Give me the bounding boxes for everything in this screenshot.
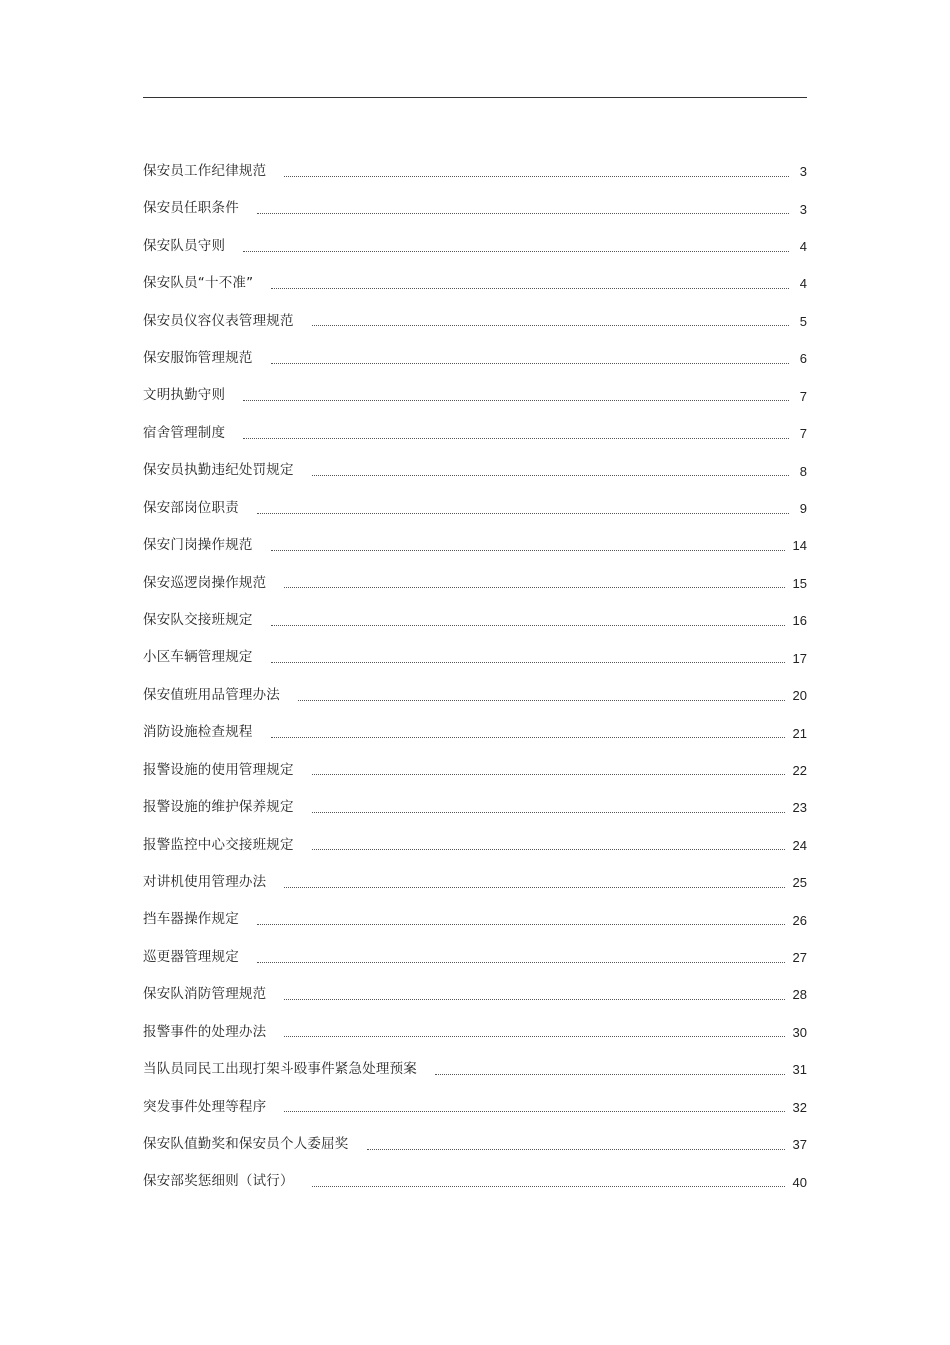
toc-entry-page-number: 27 <box>792 950 807 966</box>
toc-entry-page-number: 40 <box>792 1174 807 1190</box>
toc-entry-title: 保安部岗位职责 <box>143 499 239 516</box>
toc-dot-leader <box>243 250 789 252</box>
toc-entry[interactable] <box>143 1089 807 1126</box>
toc-entry[interactable] <box>143 602 807 639</box>
toc-entry-title: 保安队值勤奖和保安员个人委屈奖 <box>143 1135 349 1152</box>
toc-entry[interactable] <box>143 976 807 1013</box>
toc-dot-leader <box>284 1110 784 1112</box>
toc-entry[interactable] <box>143 827 807 864</box>
toc-entry-title: 消防设施检查规程 <box>143 724 253 741</box>
toc-entry-title: 保安值班用品管理办法 <box>143 686 280 703</box>
toc-entry-title: 保安队员“十不准” <box>143 275 254 292</box>
toc-dot-leader <box>243 399 789 401</box>
toc-entry-title: 报警设施的使用管理规定 <box>143 761 294 778</box>
toc-dot-leader <box>435 1073 785 1075</box>
toc-entry-page-number: 15 <box>792 575 807 591</box>
toc-dot-leader <box>312 1185 785 1187</box>
toc-entry-page-number: 4 <box>799 239 807 255</box>
toc-entry-page-number: 28 <box>792 987 807 1003</box>
toc-entry-title: 小区车辆管理规定 <box>143 649 253 666</box>
toc-entry-title: 保安门岗操作规范 <box>143 537 253 554</box>
toc-dot-leader <box>284 175 789 177</box>
header-rule <box>143 97 807 98</box>
toc-entry-title: 报警事件的处理办法 <box>143 1023 267 1040</box>
toc-dot-leader <box>271 736 785 738</box>
toc-entry-page-number: 20 <box>792 688 807 704</box>
toc-entry-title: 对讲机使用管理办法 <box>143 873 267 890</box>
table-of-contents <box>143 153 807 1201</box>
toc-entry-title: 保安员任职条件 <box>143 200 239 217</box>
toc-dot-leader <box>271 549 785 551</box>
toc-entry-page-number: 7 <box>799 388 807 404</box>
toc-entry-title: 宿舍管理制度 <box>143 424 226 441</box>
toc-entry[interactable] <box>143 303 807 340</box>
toc-entry[interactable] <box>143 1014 807 1051</box>
toc-dot-leader <box>367 1148 785 1150</box>
toc-entry-page-number: 3 <box>799 201 807 217</box>
toc-entry[interactable] <box>143 1051 807 1088</box>
toc-entry[interactable] <box>143 677 807 714</box>
toc-entry[interactable] <box>143 901 807 938</box>
toc-entry-page-number: 14 <box>792 538 807 554</box>
toc-entry[interactable] <box>143 153 807 190</box>
toc-dot-leader <box>284 586 784 588</box>
toc-entry-page-number: 26 <box>792 912 807 928</box>
toc-dot-leader <box>284 886 784 888</box>
toc-entry-page-number: 32 <box>792 1099 807 1115</box>
toc-entry-title: 挡车器操作规定 <box>143 911 239 928</box>
toc-entry[interactable] <box>143 452 807 489</box>
toc-dot-leader <box>271 661 785 663</box>
toc-dot-leader <box>243 437 789 439</box>
toc-dot-leader <box>312 773 785 775</box>
toc-entry-page-number: 3 <box>799 164 807 180</box>
toc-entry-page-number: 22 <box>792 762 807 778</box>
toc-entry-title: 巡更器管理规定 <box>143 948 239 965</box>
toc-entry-page-number: 30 <box>792 1024 807 1040</box>
toc-entry-page-number: 21 <box>792 725 807 741</box>
toc-entry[interactable] <box>143 714 807 751</box>
toc-entry[interactable] <box>143 565 807 602</box>
toc-entry-page-number: 37 <box>792 1137 807 1153</box>
toc-dot-leader <box>257 212 789 214</box>
toc-entry-title: 当队员同民工出现打架斗殴事件紧急处理预案 <box>143 1061 417 1078</box>
toc-entry-title: 报警监控中心交接班规定 <box>143 836 294 853</box>
toc-entry-title: 保安队员守则 <box>143 237 226 254</box>
toc-entry-title: 报警设施的维护保养规定 <box>143 799 294 816</box>
toc-entry-title: 保安员执勤违纪处罚规定 <box>143 462 294 479</box>
toc-entry[interactable] <box>143 378 807 415</box>
toc-entry[interactable] <box>143 190 807 227</box>
toc-entry[interactable] <box>143 939 807 976</box>
toc-dot-leader <box>257 923 785 925</box>
toc-entry-page-number: 17 <box>792 650 807 666</box>
toc-entry-page-number: 7 <box>799 426 807 442</box>
toc-dot-leader <box>271 287 789 289</box>
toc-entry-page-number: 6 <box>799 351 807 367</box>
toc-entry-page-number: 24 <box>792 837 807 853</box>
toc-dot-leader <box>312 811 785 813</box>
toc-dot-leader <box>271 624 785 626</box>
toc-entry-title: 保安队消防管理规范 <box>143 986 267 1003</box>
toc-dot-leader <box>271 362 789 364</box>
toc-entry-page-number: 5 <box>799 313 807 329</box>
toc-entry-title: 保安服饰管理规范 <box>143 350 253 367</box>
toc-dot-leader <box>257 512 789 514</box>
toc-entry[interactable] <box>143 752 807 789</box>
toc-entry[interactable] <box>143 1126 807 1163</box>
toc-dot-leader <box>298 699 785 701</box>
toc-entry[interactable] <box>143 228 807 265</box>
toc-dot-leader <box>312 324 789 326</box>
toc-entry[interactable] <box>143 415 807 452</box>
toc-dot-leader <box>257 961 785 963</box>
toc-entry-title: 保安队交接班规定 <box>143 612 253 629</box>
toc-entry-title: 文明执勤守则 <box>143 387 226 404</box>
toc-entry[interactable] <box>143 527 807 564</box>
toc-entry-page-number: 25 <box>792 875 807 891</box>
toc-dot-leader <box>284 998 784 1000</box>
toc-entry-page-number: 4 <box>799 276 807 292</box>
toc-dot-leader <box>312 848 785 850</box>
toc-entry[interactable] <box>143 864 807 901</box>
toc-entry[interactable] <box>143 490 807 527</box>
toc-entry-title: 保安部奖惩细则（试行） <box>143 1173 294 1190</box>
toc-entry[interactable] <box>143 265 807 302</box>
toc-entry-title: 突发事件处理等程序 <box>143 1098 267 1115</box>
toc-entry-title: 保安员仪容仪表管理规范 <box>143 312 294 329</box>
toc-entry-title: 保安巡逻岗操作规范 <box>143 574 267 591</box>
toc-entry-page-number: 9 <box>799 501 807 516</box>
toc-entry[interactable] <box>143 1163 807 1200</box>
toc-entry-page-number: 31 <box>792 1062 807 1078</box>
toc-dot-leader <box>284 1035 784 1037</box>
toc-entry-title: 保安员工作纪律规范 <box>143 162 267 179</box>
toc-entry-page-number: 16 <box>792 613 807 629</box>
toc-dot-leader <box>312 474 789 476</box>
toc-entry-page-number: 23 <box>792 800 807 816</box>
toc-entry[interactable] <box>143 340 807 377</box>
toc-entry-page-number: 8 <box>799 463 807 479</box>
toc-entry[interactable] <box>143 789 807 826</box>
toc-entry[interactable] <box>143 639 807 676</box>
